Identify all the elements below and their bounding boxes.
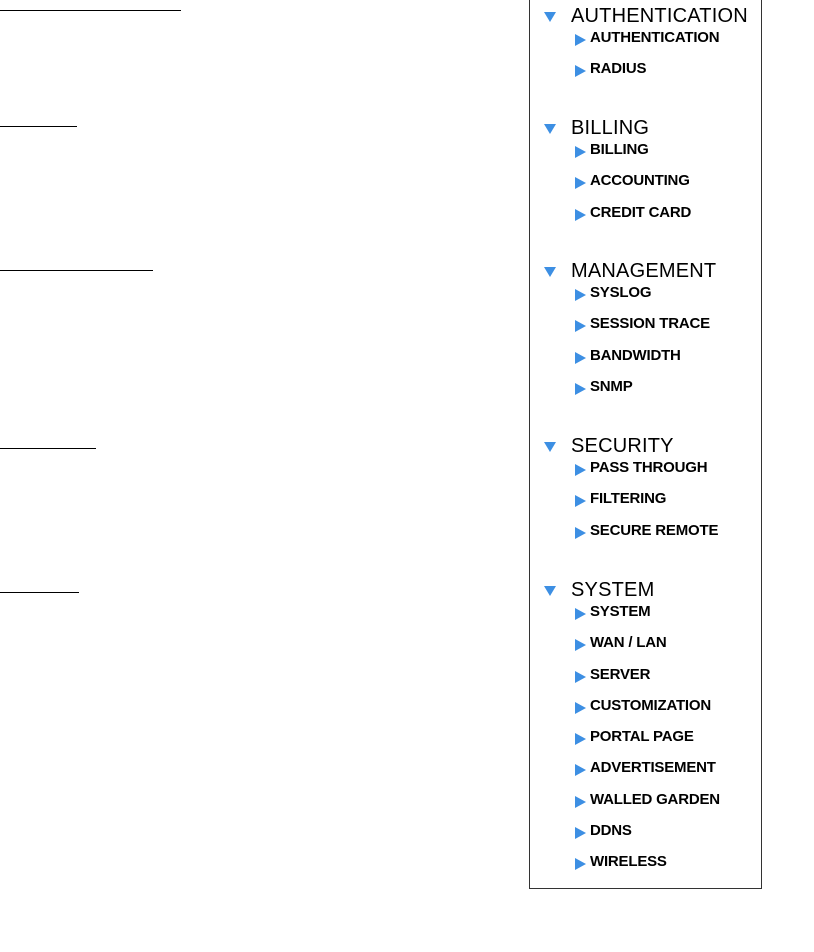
blank-link-4[interactable] (0, 448, 96, 449)
menu-item-session-trace[interactable] (530, 311, 761, 342)
group-header-management[interactable] (530, 256, 761, 280)
menu-item-system[interactable] (530, 599, 761, 630)
triangle-down-icon (544, 586, 556, 596)
blank-link-5[interactable] (0, 592, 79, 593)
menu-group-authentication (530, 1, 761, 88)
menu-item-label: BILLING (590, 141, 649, 158)
triangle-right-icon (575, 65, 586, 77)
menu-item-label: ADVERTISEMENT (590, 759, 716, 777)
menu-item-pass-through[interactable] (530, 455, 761, 486)
menu-item-label: SYSLOG (590, 284, 652, 301)
menu-item-label: FILTERING (590, 490, 667, 508)
menu-item-label: WAN / LAN (590, 634, 667, 652)
menu-item-credit-card[interactable] (530, 200, 761, 231)
triangle-right-icon (575, 383, 586, 395)
triangle-down-icon (544, 442, 556, 452)
menu-item-customization[interactable] (530, 693, 761, 724)
triangle-down-icon (544, 12, 556, 22)
menu-item-billing[interactable] (530, 137, 761, 168)
triangle-right-icon (575, 209, 586, 221)
triangle-right-icon (575, 796, 586, 808)
menu-item-accounting[interactable] (530, 168, 761, 199)
triangle-right-icon (575, 702, 586, 714)
triangle-right-icon (575, 289, 586, 301)
group-header-billing[interactable] (530, 113, 761, 137)
triangle-right-icon (575, 671, 586, 683)
menu-item-radius[interactable] (530, 56, 761, 87)
triangle-right-icon (575, 34, 586, 46)
menu-item-label: BANDWIDTH (590, 346, 681, 364)
group-header-authentication[interactable] (530, 1, 761, 25)
menu-item-label: PASS THROUGH (590, 459, 708, 476)
menu-item-label: SECURE REMOTE (590, 521, 719, 539)
menu-group-management (530, 256, 761, 405)
menu-item-label: PORTAL PAGE (590, 728, 694, 746)
menu-group-system (530, 575, 761, 881)
menu-item-syslog[interactable] (530, 280, 761, 311)
menu-item-label: CREDIT CARD (590, 203, 692, 221)
group-header-system[interactable] (530, 575, 761, 599)
side-menu (529, 0, 762, 889)
triangle-right-icon (575, 527, 586, 539)
menu-group-security (530, 431, 761, 549)
triangle-right-icon (575, 320, 586, 332)
triangle-right-icon (575, 464, 586, 476)
triangle-right-icon (575, 639, 586, 651)
group-label: SYSTEM (571, 579, 655, 601)
menu-item-label: AUTHENTICATION (590, 29, 720, 46)
menu-item-label: SERVER (590, 665, 651, 683)
menu-item-label: WALLED GARDEN (590, 790, 720, 808)
triangle-down-icon (544, 267, 556, 277)
group-label: AUTHENTICATION (571, 5, 748, 27)
triangle-right-icon (575, 608, 586, 620)
triangle-right-icon (575, 733, 586, 745)
menu-item-snmp[interactable] (530, 374, 761, 405)
menu-item-label: DDNS (590, 822, 632, 840)
group-header-security[interactable] (530, 431, 761, 455)
menu-item-authentication[interactable] (530, 25, 761, 56)
menu-item-label: SESSION TRACE (590, 315, 710, 333)
triangle-right-icon (575, 495, 586, 507)
blank-link-1[interactable] (0, 10, 181, 11)
menu-item-ddns[interactable] (530, 818, 761, 849)
menu-item-label: SYSTEM (590, 603, 651, 620)
blank-link-3[interactable] (0, 270, 153, 271)
menu-group-billing (530, 113, 761, 231)
group-label: SECURITY (571, 435, 674, 457)
menu-item-wan-lan[interactable] (530, 630, 761, 661)
menu-item-label: ACCOUNTING (590, 172, 690, 190)
menu-item-filtering[interactable] (530, 486, 761, 517)
menu-item-server[interactable] (530, 662, 761, 693)
blank-link-2[interactable] (0, 126, 77, 127)
menu-item-label: CUSTOMIZATION (590, 696, 712, 714)
triangle-right-icon (575, 352, 586, 364)
triangle-right-icon (575, 858, 586, 870)
menu-item-secure-remote[interactable] (530, 518, 761, 549)
triangle-right-icon (575, 177, 586, 189)
menu-item-wireless[interactable] (530, 849, 761, 880)
triangle-right-icon (575, 764, 586, 776)
menu-item-bandwidth[interactable] (530, 343, 761, 374)
menu-item-walled-garden[interactable] (530, 787, 761, 818)
group-label: MANAGEMENT (571, 260, 717, 282)
menu-item-advertisement[interactable] (530, 755, 761, 786)
triangle-down-icon (544, 124, 556, 134)
menu-item-label: SNMP (590, 377, 633, 395)
triangle-right-icon (575, 827, 586, 839)
menu-item-label: WIRELESS (590, 853, 667, 871)
menu-item-portal-page[interactable] (530, 724, 761, 755)
triangle-right-icon (575, 146, 586, 158)
menu-item-label: RADIUS (590, 60, 647, 78)
group-label: BILLING (571, 117, 650, 139)
